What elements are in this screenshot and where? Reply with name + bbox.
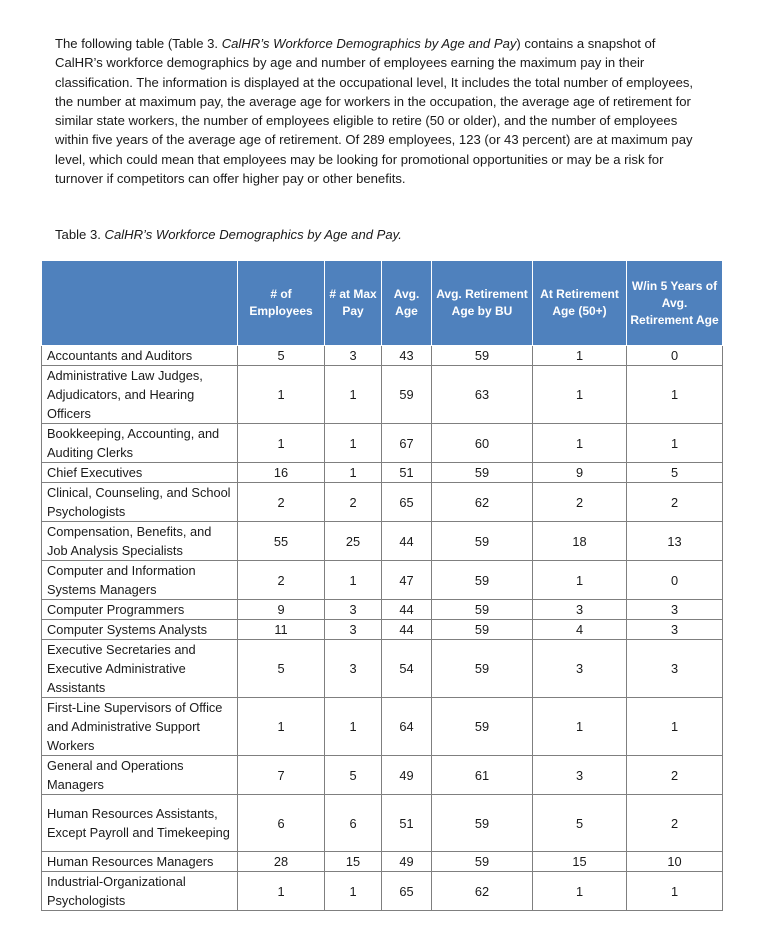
table-header-row — [42, 261, 723, 346]
avg-age-cell: 44 — [382, 522, 432, 561]
max-pay-cell: 5 — [325, 756, 382, 795]
max-pay-cell: 2 — [325, 483, 382, 522]
within-5-years-cell: 5 — [627, 463, 723, 483]
occupation-cell: First-Line Supervisors of Office and Administrative Support Workers — [42, 698, 238, 756]
within-5-years-cell: 1 — [627, 424, 723, 463]
retirement-age-cell: 59 — [432, 561, 533, 600]
at-retirement-cell: 1 — [533, 424, 627, 463]
employees-cell: 5 — [238, 640, 325, 698]
at-retirement-cell: 4 — [533, 620, 627, 640]
max-pay-cell: 1 — [325, 463, 382, 483]
retirement-age-cell: 59 — [432, 522, 533, 561]
header-avg-retirement-age: Avg. Retirement Age by BU — [432, 261, 533, 346]
at-retirement-cell: 1 — [533, 561, 627, 600]
header-num-employees: # of Employees — [238, 261, 325, 346]
table-row — [42, 795, 723, 852]
caption-title: CalHR’s Workforce Demographics by Age and Pay. — [104, 227, 402, 242]
avg-age-cell: 65 — [382, 483, 432, 522]
caption-prefix: Table 3. — [55, 227, 105, 242]
table-row — [42, 756, 723, 795]
retirement-age-cell: 61 — [432, 756, 533, 795]
within-5-years-cell: 3 — [627, 620, 723, 640]
max-pay-cell: 1 — [325, 424, 382, 463]
table-row — [42, 346, 723, 366]
at-retirement-cell: 5 — [533, 795, 627, 852]
demographics-table — [41, 260, 723, 911]
at-retirement-cell: 1 — [533, 346, 627, 366]
at-retirement-cell: 18 — [533, 522, 627, 561]
intro-table-title: CalHR’s Workforce Demographics by Age and Pay — [221, 36, 517, 51]
employees-cell: 1 — [238, 424, 325, 463]
within-5-years-cell: 3 — [627, 640, 723, 698]
occupation-cell: Industrial-Organizational Psychologists — [42, 872, 238, 911]
max-pay-cell: 3 — [325, 600, 382, 620]
retirement-age-cell: 60 — [432, 424, 533, 463]
within-5-years-cell: 1 — [627, 698, 723, 756]
employees-cell: 28 — [238, 852, 325, 872]
retirement-age-cell: 59 — [432, 795, 533, 852]
retirement-age-cell: 59 — [432, 698, 533, 756]
employees-cell: 11 — [238, 620, 325, 640]
max-pay-cell: 1 — [325, 561, 382, 600]
retirement-age-cell: 59 — [432, 600, 533, 620]
occupation-cell: Computer and Information Systems Managers — [42, 561, 238, 600]
avg-age-cell: 44 — [382, 620, 432, 640]
at-retirement-cell: 1 — [533, 698, 627, 756]
max-pay-cell: 3 — [325, 620, 382, 640]
at-retirement-cell: 1 — [533, 366, 627, 424]
avg-age-cell: 49 — [382, 756, 432, 795]
table-row — [42, 366, 723, 424]
header-within-5-years: W/in 5 Years of Avg. Retirement Age — [627, 261, 723, 346]
avg-age-cell: 59 — [382, 366, 432, 424]
max-pay-cell: 3 — [325, 640, 382, 698]
avg-age-cell: 49 — [382, 852, 432, 872]
employees-cell: 7 — [238, 756, 325, 795]
max-pay-cell: 1 — [325, 366, 382, 424]
employees-cell: 1 — [238, 872, 325, 911]
table-row — [42, 463, 723, 483]
at-retirement-cell: 2 — [533, 483, 627, 522]
at-retirement-cell: 3 — [533, 756, 627, 795]
within-5-years-cell: 0 — [627, 346, 723, 366]
table-row — [42, 640, 723, 698]
avg-age-cell: 65 — [382, 872, 432, 911]
at-retirement-cell: 3 — [533, 600, 627, 620]
within-5-years-cell: 3 — [627, 600, 723, 620]
employees-cell: 1 — [238, 698, 325, 756]
table-row — [42, 620, 723, 640]
occupation-cell: General and Operations Managers — [42, 756, 238, 795]
within-5-years-cell: 0 — [627, 561, 723, 600]
retirement-age-cell: 59 — [432, 620, 533, 640]
intro-text-body: ) contains a snapshot of CalHR’s workforce demographics by age and number of employees earning the maximum pay in their classification. The information is displayed at the occupational level, It includes the total number of employees, the number at maximum pay, the average age for workers in the occupation, the average age of retirement for similar state workers, the number of employees eligible to retire (50 or older), and the number of employees within five years of the average age of retirement. Of 289 employees, 123 (or 43 percent) are at maximum pay level, which could mean that employees may be looking for promotional opportunities or may be a risk for turnover if competitors can offer higher pay or other benefits. — [55, 36, 694, 187]
header-occupation — [42, 261, 238, 346]
table-row — [42, 698, 723, 756]
employees-cell: 1 — [238, 366, 325, 424]
occupation-cell: Bookkeeping, Accounting, and Auditing Clerks — [42, 424, 238, 463]
occupation-cell: Administrative Law Judges, Adjudicators, and Hearing Officers — [42, 366, 238, 424]
header-at-retirement-age: At Retirement Age (50+) — [533, 261, 627, 346]
within-5-years-cell: 1 — [627, 872, 723, 911]
occupation-cell: Accountants and Auditors — [42, 346, 238, 366]
employees-cell: 2 — [238, 483, 325, 522]
table-row — [42, 872, 723, 911]
retirement-age-cell: 59 — [432, 346, 533, 366]
avg-age-cell: 51 — [382, 463, 432, 483]
table-row — [42, 522, 723, 561]
avg-age-cell: 47 — [382, 561, 432, 600]
table-row — [42, 561, 723, 600]
occupation-cell: Compensation, Benefits, and Job Analysis Specialists — [42, 522, 238, 561]
retirement-age-cell: 59 — [432, 463, 533, 483]
max-pay-cell: 3 — [325, 346, 382, 366]
retirement-age-cell: 59 — [432, 640, 533, 698]
table-container — [41, 260, 723, 911]
avg-age-cell: 51 — [382, 795, 432, 852]
employees-cell: 2 — [238, 561, 325, 600]
table-body — [42, 346, 723, 911]
max-pay-cell: 6 — [325, 795, 382, 852]
avg-age-cell: 64 — [382, 698, 432, 756]
avg-age-cell: 43 — [382, 346, 432, 366]
occupation-cell: Human Resources Managers — [42, 852, 238, 872]
occupation-cell: Human Resources Assistants, Except Payroll and Timekeeping — [42, 795, 238, 852]
header-avg-age: Avg. Age — [382, 261, 432, 346]
occupation-cell: Computer Programmers — [42, 600, 238, 620]
retirement-age-cell: 63 — [432, 366, 533, 424]
employees-cell: 9 — [238, 600, 325, 620]
retirement-age-cell: 59 — [432, 852, 533, 872]
table-row — [42, 600, 723, 620]
at-retirement-cell: 15 — [533, 852, 627, 872]
at-retirement-cell: 1 — [533, 872, 627, 911]
intro-paragraph — [55, 34, 705, 188]
at-retirement-cell: 9 — [533, 463, 627, 483]
table-row — [42, 852, 723, 872]
within-5-years-cell: 2 — [627, 795, 723, 852]
intro-text-start: The following table (Table 3. — [55, 36, 222, 51]
max-pay-cell: 25 — [325, 522, 382, 561]
within-5-years-cell: 1 — [627, 366, 723, 424]
at-retirement-cell: 3 — [533, 640, 627, 698]
occupation-cell: Chief Executives — [42, 463, 238, 483]
max-pay-cell: 1 — [325, 698, 382, 756]
header-at-max-pay: # at Max Pay — [325, 261, 382, 346]
max-pay-cell: 15 — [325, 852, 382, 872]
avg-age-cell: 54 — [382, 640, 432, 698]
within-5-years-cell: 2 — [627, 483, 723, 522]
occupation-cell: Clinical, Counseling, and School Psychologists — [42, 483, 238, 522]
avg-age-cell: 67 — [382, 424, 432, 463]
table-caption — [55, 225, 402, 244]
table-row — [42, 483, 723, 522]
employees-cell: 5 — [238, 346, 325, 366]
employees-cell: 16 — [238, 463, 325, 483]
employees-cell: 6 — [238, 795, 325, 852]
employees-cell: 55 — [238, 522, 325, 561]
within-5-years-cell: 10 — [627, 852, 723, 872]
within-5-years-cell: 2 — [627, 756, 723, 795]
occupation-cell: Computer Systems Analysts — [42, 620, 238, 640]
retirement-age-cell: 62 — [432, 872, 533, 911]
table-row — [42, 424, 723, 463]
within-5-years-cell: 13 — [627, 522, 723, 561]
avg-age-cell: 44 — [382, 600, 432, 620]
retirement-age-cell: 62 — [432, 483, 533, 522]
occupation-cell: Executive Secretaries and Executive Administrative Assistants — [42, 640, 238, 698]
max-pay-cell: 1 — [325, 872, 382, 911]
